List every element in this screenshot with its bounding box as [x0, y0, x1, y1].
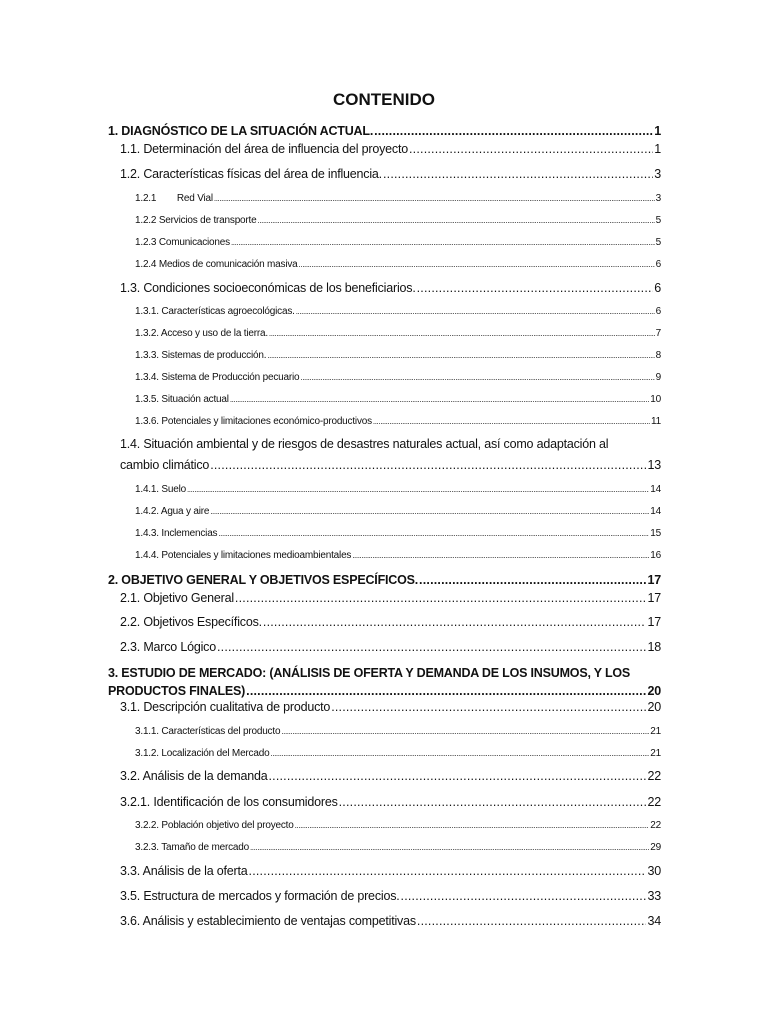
toc-entry-page: 6: [655, 306, 661, 317]
toc-entry-text: 2.3. Marco Lógico: [120, 640, 216, 654]
toc-entry[interactable]: [135, 215, 661, 226]
toc-entry[interactable]: [108, 684, 661, 698]
toc-entry[interactable]: [135, 528, 661, 539]
toc-leader: [401, 889, 647, 903]
toc-leader: [235, 591, 647, 605]
toc-entry-page: 22: [647, 769, 661, 783]
toc-leader: [331, 700, 646, 714]
toc-entry-page: 5: [655, 237, 661, 248]
toc-leader: [267, 351, 654, 360]
toc-entry[interactable]: [120, 889, 661, 903]
toc-entry-text: 3.2.2. Población objetivo del proyecto: [135, 820, 294, 831]
toc-leader: [218, 529, 649, 538]
toc-entry[interactable]: [135, 372, 661, 383]
toc-entry-text: 1.3.4. Sistema de Producción pecuario: [135, 372, 300, 383]
toc-entry[interactable]: [108, 124, 661, 138]
toc-entry[interactable]: [135, 506, 661, 517]
toc-entry-page: 18: [647, 640, 661, 654]
toc-entry[interactable]: [120, 458, 661, 472]
toc-leader: [352, 551, 649, 560]
toc-leader: [419, 573, 646, 587]
toc-entry-text: 2.2. Objetivos Específicos.: [120, 615, 262, 629]
toc-entry-page: 9: [655, 372, 661, 383]
toc-leader: [409, 142, 653, 156]
toc-entry-text: 1.3.6. Potenciales y limitaciones económico-productivos: [135, 416, 372, 427]
toc-entry-page: 13: [647, 458, 661, 472]
toc-entry-text: 3.2.1. Identificación de los consumidores: [120, 795, 338, 809]
toc-entry-page: 16: [650, 550, 661, 561]
toc-entry-page: 17: [647, 615, 661, 629]
toc-leader: [295, 821, 650, 830]
toc-entry-text: 3.6. Análisis y establecimiento de ventajas competitivas: [120, 914, 416, 928]
toc-leader: [246, 684, 646, 698]
toc-entry-page: 8: [655, 350, 661, 361]
toc-entry-text: 3.1.2. Localización del Mercado: [135, 748, 270, 759]
toc-leader: [281, 727, 649, 736]
toc-entry[interactable]: [135, 237, 661, 248]
toc-leader: [214, 194, 655, 203]
toc-entry[interactable]: [120, 142, 661, 156]
toc-entry-page: 20: [647, 700, 661, 714]
toc-entry[interactable]: [135, 259, 661, 270]
toc-entry-page: 21: [650, 726, 661, 737]
toc-entry-text: 3.3. Análisis de la oferta: [120, 864, 248, 878]
toc-entry-page: 17: [647, 573, 661, 587]
toc-entry[interactable]: [135, 820, 661, 831]
toc-entry-page: 3: [655, 193, 661, 204]
toc-entry-text: 1.2.3 Comunicaciones: [135, 237, 230, 248]
toc-entry-text: 3.2.3. Tamaño de mercado: [135, 842, 249, 853]
toc-leader: [417, 281, 654, 295]
toc-entry[interactable]: [120, 167, 661, 181]
toc-leader: [374, 124, 653, 138]
toc-entry[interactable]: [135, 842, 661, 853]
page-title: CONTENIDO: [333, 90, 435, 109]
toc-leader: [269, 329, 655, 338]
toc-entry-page: 7: [655, 328, 661, 339]
toc-entry-text: 3.5. Estructura de mercados y formación de precios.: [120, 889, 400, 903]
toc-entry-first-line[interactable]: 1.4. Situación ambiental y de riesgos de desastres naturales actual, así como adaptación al: [120, 437, 609, 451]
toc-entry-text: PRODUCTOS FINALES): [108, 684, 246, 698]
toc-leader: [296, 307, 655, 316]
toc-leader: [210, 507, 649, 516]
toc-entry[interactable]: [120, 281, 661, 295]
toc-entry[interactable]: [135, 416, 661, 427]
toc-leader: [250, 843, 649, 852]
toc-entry-page: 30: [647, 864, 661, 878]
toc-leader: [268, 769, 646, 783]
toc-entry-page: 22: [650, 820, 661, 831]
toc-entry[interactable]: [120, 769, 661, 783]
toc-entry-page: 34: [647, 914, 661, 928]
toc-entry-page: 22: [647, 795, 661, 809]
toc-entry-text: 1.4.3. Inclemencias: [135, 528, 218, 539]
toc-entry-text: 3.2. Análisis de la demanda: [120, 769, 268, 783]
toc-entry[interactable]: [120, 864, 661, 878]
toc-entry-page: 5: [655, 215, 661, 226]
toc-entry[interactable]: [120, 914, 661, 928]
toc-leader: [383, 167, 653, 181]
toc-entry-page: 20: [647, 684, 661, 698]
toc-leader: [187, 485, 649, 494]
toc-entry-text: 1.2.2 Servicios de transporte: [135, 215, 257, 226]
toc-leader: [270, 749, 649, 758]
toc-entry[interactable]: [120, 591, 661, 605]
toc-entry[interactable]: [135, 550, 661, 561]
toc-entry[interactable]: [135, 328, 661, 339]
toc-entry[interactable]: [135, 726, 661, 737]
toc-leader: [263, 615, 647, 629]
toc-entry[interactable]: [135, 350, 661, 361]
toc-entry[interactable]: [135, 748, 661, 759]
toc-leader: [373, 417, 650, 426]
toc-entry[interactable]: [135, 193, 661, 204]
toc-leader: [417, 914, 647, 928]
toc-entry-page: 6: [655, 259, 661, 270]
toc-entry[interactable]: [120, 795, 661, 809]
toc-entry-page: 1: [654, 142, 661, 156]
toc-entry[interactable]: [135, 306, 661, 317]
toc-entry-text: 1.1. Determinación del área de influencia del proyecto: [120, 142, 408, 156]
toc-leader: [300, 373, 654, 382]
toc-entry-page: 11: [651, 416, 661, 427]
toc-entry-page: 6: [654, 281, 661, 295]
toc-entry-text: 2. OBJETIVO GENERAL Y OBJETIVOS ESPECÍFICOS.: [108, 573, 419, 587]
toc-leader: [339, 795, 647, 809]
toc-entry-text: 1.2. Características físicas del área de influencia.: [120, 167, 382, 181]
toc-entry-page: 33: [647, 889, 661, 903]
toc-leader: [230, 395, 649, 404]
toc-entry[interactable]: [108, 573, 661, 587]
toc-leader: [210, 458, 646, 472]
toc-entry-text: 1.4.4. Potenciales y limitaciones medioambientales: [135, 550, 352, 561]
toc-entry-first-line[interactable]: 3. ESTUDIO DE MERCADO: (ANÁLISIS DE OFERTA Y DEMANDA DE LOS INSUMOS, Y LOS: [108, 666, 631, 680]
toc-entry-page: 14: [650, 506, 661, 517]
toc-leader: [249, 864, 647, 878]
toc-entry-text: 2.1. Objetivo General: [120, 591, 234, 605]
toc-leader: [258, 216, 655, 225]
toc-entry-text: 1.3.3. Sistemas de producción.: [135, 350, 267, 361]
toc-entry[interactable]: [120, 700, 661, 714]
toc-entry-text: 1.2.1 Red Vial: [135, 193, 213, 204]
toc-entry-text: 1.3.5. Situación actual: [135, 394, 229, 405]
toc-entry[interactable]: [135, 484, 661, 495]
toc-entry-text: 1.4.1. Suelo: [135, 484, 186, 495]
toc-entry-page: 21: [650, 748, 661, 759]
toc-leader: [231, 238, 655, 247]
toc-entry-text: 1.2.4 Medios de comunicación masiva: [135, 259, 298, 270]
toc-entry[interactable]: [120, 615, 661, 629]
toc-entry[interactable]: [135, 394, 661, 405]
toc-entry-text: 1.3. Condiciones socioeconómicas de los beneficiarios.: [120, 281, 416, 295]
toc-entry-text: cambio climático: [120, 458, 210, 472]
toc-entry-page: 29: [650, 842, 661, 853]
toc-entry-page: 14: [650, 484, 661, 495]
toc-entry-text: 1.3.1. Características agroecológicas.: [135, 306, 295, 317]
toc-entry-page: 15: [650, 528, 661, 539]
toc-entry-page: 3: [654, 167, 661, 181]
toc-leader: [299, 260, 655, 269]
toc-entry-page: 10: [650, 394, 661, 405]
toc-entry-text: 1.3.2. Acceso y uso de la tierra.: [135, 328, 268, 339]
toc-entry-page: 1: [654, 124, 661, 138]
toc-entry-page: 17: [647, 591, 661, 605]
toc-entry-text: 3.1. Descripción cualitativa de producto: [120, 700, 331, 714]
toc-entry-text: 1.4.2. Agua y aire: [135, 506, 210, 517]
toc-entry[interactable]: [120, 640, 661, 654]
toc-leader: [217, 640, 647, 654]
toc-entry-text: 1. DIAGNÓSTICO DE LA SITUACIÓN ACTUAL.: [108, 124, 374, 138]
toc-entry-text: 3.1.1. Características del producto: [135, 726, 281, 737]
